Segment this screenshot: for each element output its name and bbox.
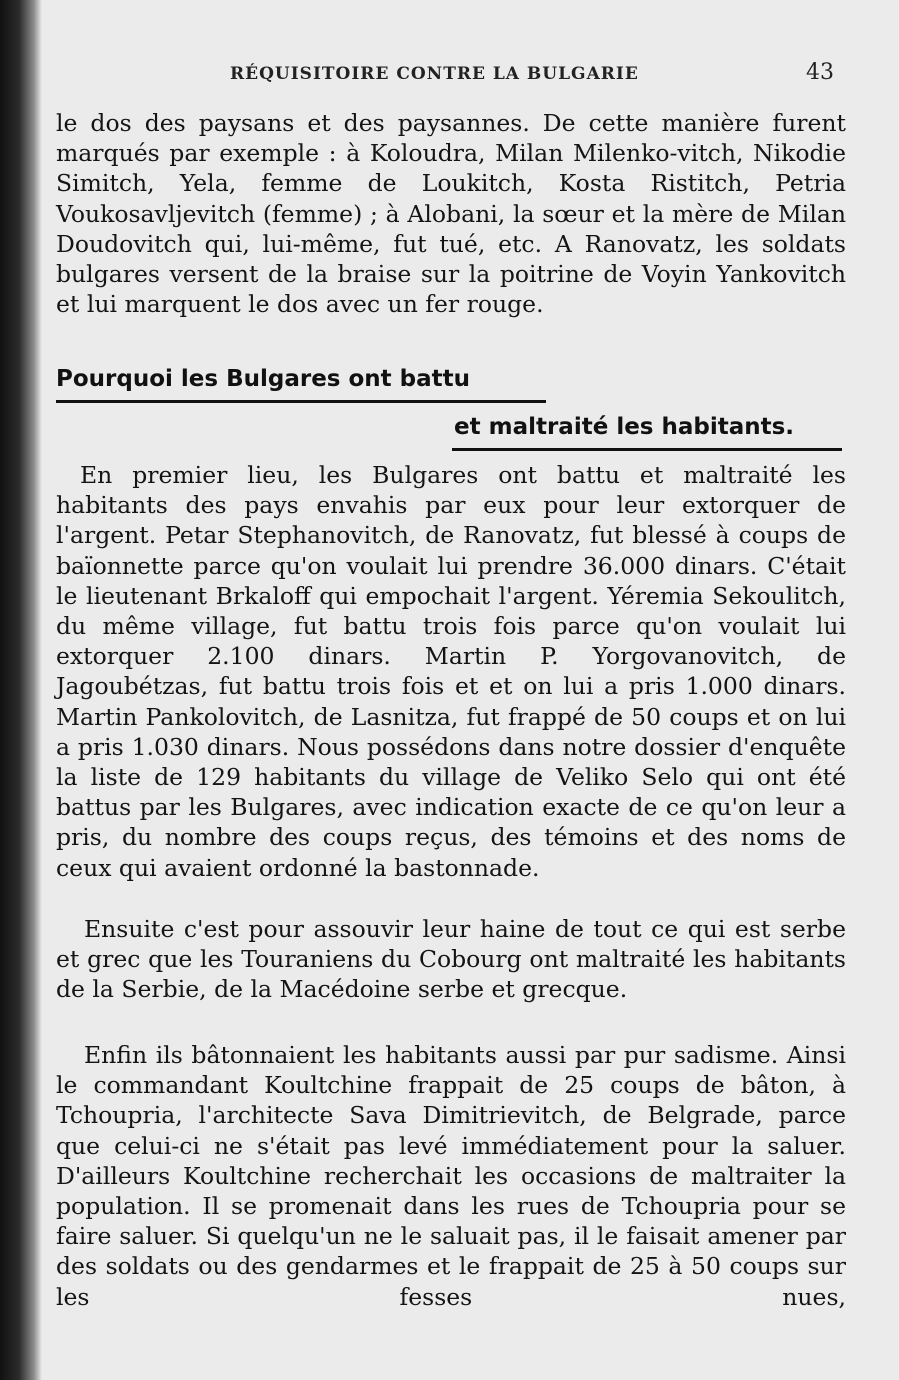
- section-paragraph-1: [56, 460, 846, 883]
- running-title: RÉQUISITOIRE CONTRE LA BULGARIE: [230, 64, 639, 84]
- paragraph-text: En premier lieu, les Bulgares ont battu et maltraité les habitants des pays envahis par eux pour leur extorquer de l'argent. Petar Stephanovitch, de Ranovatz, fut blessé à coups de baïonnette parce qu'on voulait lui prendre 36.000 dinars. C'était le lieutenant Brkaloff qui empochait l'argent. Yéremia Sekoulitch, du même village, fut battu trois fois parce qu'on voulait lui extorquer 2.100 dinars. Martin P. Yorgovanovitch, de Jagoubétzas, fut battu trois fois et et on lui a pris 1.000 dinars. Martin Pankolovitch, de Lasnitza, fut frappé de 50 coups et on lui a pris 1.030 dinars. Nous possédons dans notre dossier d'enquête la liste de 129 habitants du village de Veliko Selo qui ont été battus par les Bulgares, avec indication exacte de ce qu'on leur a pris, du nombre des coups reçus, des témoins et des noms de ceux qui avaient ordonné la bastonnade.: [56, 461, 846, 882]
- paragraph-text: Ensuite c'est pour assouvir leur haine de tout ce qui est serbe et grec que les Touraniens du Cobourg ont maltraité les habitants de la Serbie, de la Macédoine serbe et grecque.: [56, 915, 846, 1004]
- section-heading-line-2: et maltraité les habitants.: [454, 414, 795, 440]
- section-paragraph-3: [56, 1040, 846, 1312]
- opening-paragraph: [56, 108, 846, 319]
- heading-rule-left: [56, 400, 546, 403]
- section-heading-line-1: Pourquoi les Bulgares ont battu: [56, 366, 471, 392]
- binding-shadow: [0, 0, 42, 1380]
- page-number: 43: [806, 60, 834, 85]
- paragraph-text: le dos des paysans et des paysannes. De cette manière furent marqués par exemple : à Koloudra, Milan Milenko-vitch, Nikodie Simitch, Yela, femme de Loukitch, Kosta Ristitch, Petria Voukosavljevitch (femme) ; à Alobani, la sœur et la mère de Milan Doudovitch qui, lui-même, fut tué, etc. A Ranovatz, les soldats bulgares versent de la braise sur la poitrine de Voyin Yankovitch et lui marquent le dos avec un fer rouge.: [56, 109, 846, 319]
- section-paragraph-2: [56, 914, 846, 1005]
- paragraph-text: Enfin ils bâtonnaient les habitants aussi par pur sadisme. Ainsi le commandant Koultchine frappait de 25 coups de bâton, à Tchoupria, l'architecte Sava Dimitrievitch, de Belgrade, parce que celui-ci ne s'était pas levé immédiatement pour la saluer. D'ailleurs Koultchine recherchait les occasions de maltraiter la population. Il se promenait dans les rues de Tchoupria pour se faire saluer. Si quelqu'un ne le saluait pas, il le faisait amener par des soldats ou des gendarmes et le frappait de 25 à 50 coups sur les fesses nues,: [56, 1041, 846, 1311]
- heading-rule-right: [452, 448, 842, 451]
